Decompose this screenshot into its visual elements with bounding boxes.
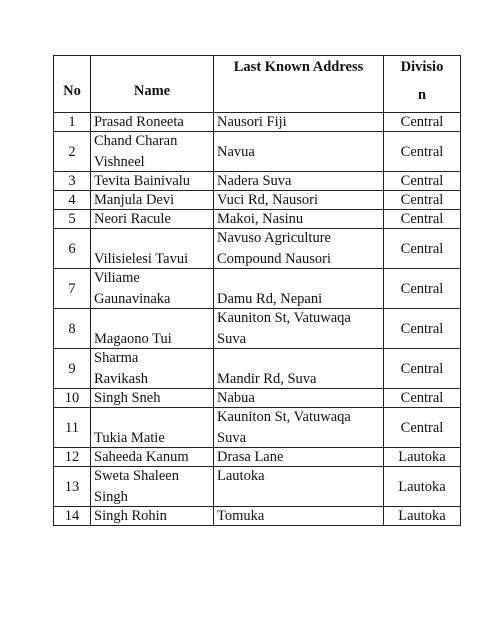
cell-division: Central: [384, 408, 461, 448]
cell-address-line: Navuso Agriculture: [217, 230, 331, 246]
table-row: [54, 507, 461, 526]
cell-name-line: Sharma: [94, 350, 139, 366]
header-no: No: [54, 56, 91, 113]
cell-division: Central: [384, 349, 461, 389]
cell-address: Nabua: [214, 389, 384, 408]
table-row: [54, 172, 461, 191]
cell-division: Central: [384, 229, 461, 269]
cell-no: 3: [54, 172, 91, 191]
cell-name-line: Vilisielesi Tavui: [94, 251, 189, 267]
cell-name-line: Viliame: [94, 270, 140, 286]
table-row: [54, 191, 461, 210]
cell-no: 6: [54, 229, 91, 269]
cell-name-line: Sweta Shaleen: [94, 468, 179, 484]
cell-no: 4: [54, 191, 91, 210]
cell-address: Nadera Suva: [214, 172, 384, 191]
cell-address: Drasa Lane: [214, 448, 384, 467]
cell-address-line: Kauniton St, Vatuwaqa: [217, 310, 351, 326]
cell-name: [91, 467, 214, 507]
cell-no: 2: [54, 132, 91, 172]
cell-address: [214, 309, 384, 349]
cell-address: Makoi, Nasinu: [214, 210, 384, 229]
cell-name: [91, 229, 214, 269]
cell-name-line: Gaunavinaka: [94, 291, 171, 307]
cell-address-line: Lautoka: [217, 468, 265, 484]
table-row: [54, 309, 461, 349]
cell-name: [91, 349, 214, 389]
table-row: [54, 132, 461, 172]
cell-name-line: Tukia Matie: [94, 430, 165, 446]
table-row: [54, 467, 461, 507]
cell-name: Tevita Bainivalu: [91, 172, 214, 191]
persons-table: [53, 55, 461, 526]
cell-no: 7: [54, 269, 91, 309]
header-address: Last Known Address: [214, 56, 384, 113]
cell-name: Prasad Roneeta: [91, 113, 214, 132]
cell-division: Lautoka: [384, 467, 461, 507]
cell-name: Singh Sneh: [91, 389, 214, 408]
cell-no: 13: [54, 467, 91, 507]
cell-no: 1: [54, 113, 91, 132]
cell-address: [214, 349, 384, 389]
header-name: Name: [91, 56, 214, 113]
cell-name: Neori Racule: [91, 210, 214, 229]
cell-division: Central: [384, 172, 461, 191]
cell-address-line: Compound Nausori: [217, 251, 331, 267]
cell-address: Navua: [214, 132, 384, 172]
cell-name: [91, 269, 214, 309]
cell-name: [91, 132, 214, 172]
cell-name-line: Ravikash: [94, 371, 148, 387]
cell-address-line: [217, 269, 380, 287]
cell-no: 5: [54, 210, 91, 229]
table-row: [54, 349, 461, 389]
header-division: [384, 56, 461, 113]
cell-division: Central: [384, 210, 461, 229]
table-header-row: [54, 56, 461, 113]
cell-no: 9: [54, 349, 91, 389]
cell-no: 11: [54, 408, 91, 448]
table-row: [54, 448, 461, 467]
cell-address-line: Mandir Rd, Suva: [217, 371, 317, 387]
cell-division: Lautoka: [384, 507, 461, 526]
cell-name-line: Magaono Tui: [94, 331, 172, 347]
cell-address: Vuci Rd, Nausori: [214, 191, 384, 210]
cell-division: Central: [384, 191, 461, 210]
cell-name-line: Singh: [94, 489, 128, 505]
header-division-line2: n: [417, 87, 427, 103]
cell-no: 14: [54, 507, 91, 526]
cell-name-line: [94, 408, 210, 426]
cell-address: Tomuka: [214, 507, 384, 526]
cell-division: Lautoka: [384, 448, 461, 467]
table-row: [54, 408, 461, 448]
cell-division: Central: [384, 132, 461, 172]
cell-address-line: Kauniton St, Vatuwaqa: [217, 409, 351, 425]
cell-name: [91, 309, 214, 349]
table-row: [54, 269, 461, 309]
table-row: [54, 389, 461, 408]
cell-address-line: [217, 488, 380, 506]
cell-address-line: Suva: [217, 430, 246, 446]
cell-name-line: Vishneel: [94, 154, 145, 170]
cell-division: Central: [384, 309, 461, 349]
cell-name: [91, 408, 214, 448]
cell-address: [214, 467, 384, 507]
cell-address-line: [217, 349, 380, 367]
table-row: [54, 210, 461, 229]
cell-division: Central: [384, 269, 461, 309]
cell-name: Saheeda Kanum: [91, 448, 214, 467]
cell-no: 8: [54, 309, 91, 349]
cell-no: 12: [54, 448, 91, 467]
cell-address-line: Damu Rd, Nepani: [217, 291, 323, 307]
cell-division: Central: [384, 113, 461, 132]
cell-address: [214, 229, 384, 269]
table-row: [54, 113, 461, 132]
cell-address-line: Suva: [217, 331, 246, 347]
cell-address: Nausori Fiji: [214, 113, 384, 132]
cell-address: [214, 408, 384, 448]
cell-no: 10: [54, 389, 91, 408]
cell-name-line: [94, 309, 210, 327]
table-row: [54, 229, 461, 269]
header-division-line1: Divisio: [400, 59, 444, 75]
cell-name-line: Chand Charan: [94, 133, 178, 149]
cell-address: [214, 269, 384, 309]
cell-name: Singh Rohin: [91, 507, 214, 526]
cell-division: Central: [384, 389, 461, 408]
cell-name: Manjula Devi: [91, 191, 214, 210]
cell-name-line: [94, 229, 210, 247]
